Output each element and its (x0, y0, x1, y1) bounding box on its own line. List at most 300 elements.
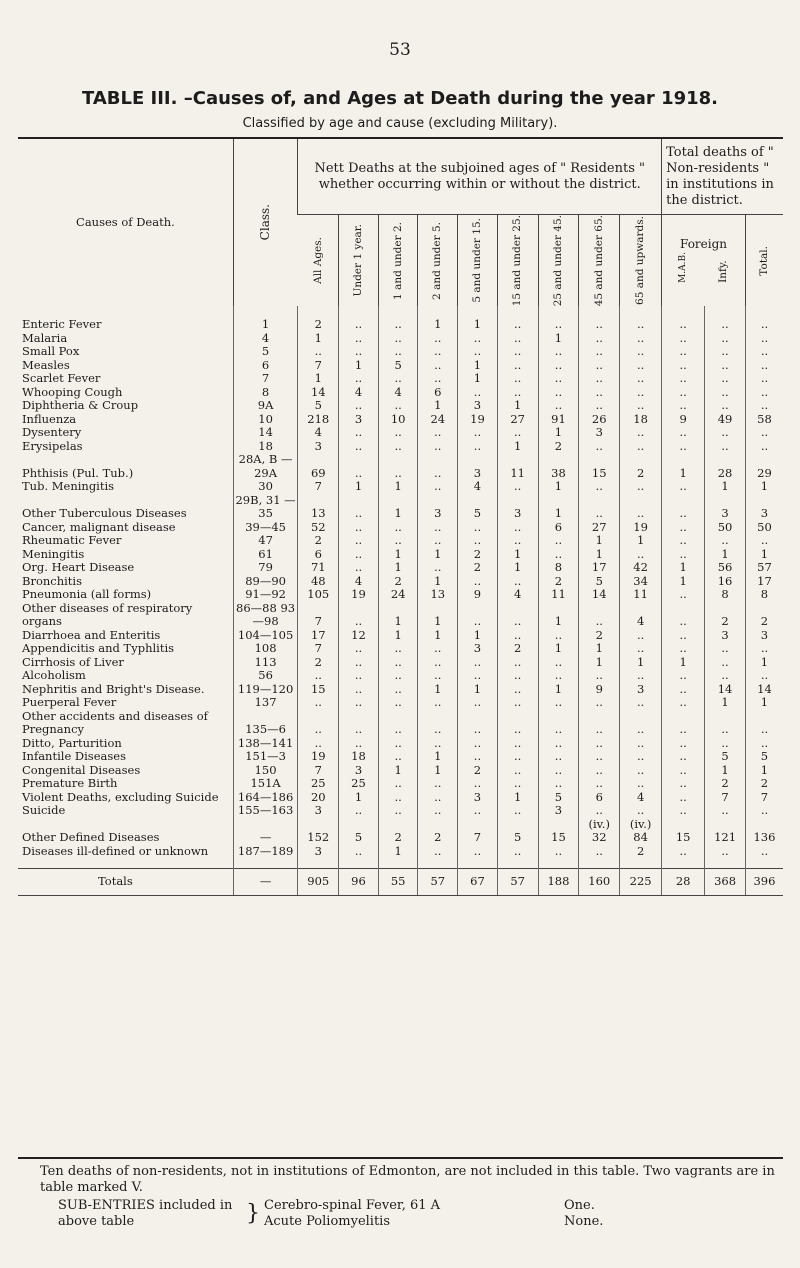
value-cell: .. (579, 804, 620, 818)
value-cell: .. (497, 710, 538, 737)
value-cell: .. (662, 386, 705, 400)
sub-entries-label-2: above table (58, 1214, 135, 1229)
value-cell: .. (662, 764, 705, 778)
value-cell: .. (538, 359, 579, 373)
value-cell: 105 (298, 588, 339, 602)
value-cell: 1 (458, 359, 498, 373)
value-cell: 1 (538, 683, 579, 697)
value-cell: 2 (745, 777, 783, 791)
class-cell: 5 (233, 345, 298, 359)
value-cell: .. (339, 561, 379, 575)
value-cell: .. (538, 845, 579, 859)
class-cell: — (233, 818, 298, 845)
value-cell: .. (538, 372, 579, 386)
table-row (18, 440, 783, 454)
value-cell: .. (378, 750, 418, 764)
value-cell: .. (339, 426, 379, 440)
value-cell: .. (745, 669, 783, 683)
value-cell: 1 (662, 575, 705, 589)
value-cell: .. (579, 480, 620, 494)
value-cell: .. (378, 737, 418, 751)
value-cell: .. (579, 306, 620, 332)
value-cell: .. (339, 548, 379, 562)
value-cell: .. (418, 332, 458, 346)
value-cell: .. (662, 602, 705, 629)
total-cell: 96 (339, 869, 379, 896)
class-cell: 150 (233, 764, 298, 778)
cause-cell: Phthisis (Pul. Tub.) (22, 465, 134, 480)
value-cell: .. (662, 669, 705, 683)
value-cell: 14 (579, 588, 620, 602)
value-cell: 7 (298, 764, 339, 778)
value-cell: .. (745, 359, 783, 373)
value-cell: 49 (705, 413, 746, 427)
cause-cell: Violent Deaths, excluding Suicide (22, 789, 219, 804)
value-cell: .. (745, 534, 783, 548)
value-cell: .. (662, 332, 705, 346)
value-cell: .. (538, 696, 579, 710)
value-cell: 1 (705, 548, 746, 562)
value-cell: .. (538, 548, 579, 562)
value-cell: 1 (497, 440, 538, 454)
header-nett-deaths: Nett Deaths at the subjoined ages of " Residents " whether occurring within or without the district. (298, 138, 662, 215)
cause-cell: Bronchitis (22, 573, 83, 588)
table-row (18, 669, 783, 683)
value-cell: 1 (579, 548, 620, 562)
header-age-6: 25 and under 45. (538, 215, 579, 307)
value-cell: (iv.) 84 (620, 818, 662, 845)
value-cell: .. (298, 345, 339, 359)
value-cell: .. (705, 710, 746, 737)
value-cell: .. (745, 386, 783, 400)
value-cell: .. (745, 642, 783, 656)
class-cell: 137 (233, 696, 298, 710)
value-cell: 48 (298, 575, 339, 589)
value-cell: .. (662, 480, 705, 494)
table-row (18, 575, 783, 589)
table-row (18, 602, 783, 629)
value-cell: .. (378, 669, 418, 683)
spacer-row (18, 858, 783, 869)
value-cell: .. (538, 386, 579, 400)
value-cell: 14 (298, 386, 339, 400)
value-cell: .. (579, 602, 620, 629)
total-cell: 57 (418, 869, 458, 896)
value-cell: 1 (662, 561, 705, 575)
class-cell: 164—186 (233, 791, 298, 805)
value-cell: 3 (538, 804, 579, 818)
value-cell: .. (339, 642, 379, 656)
value-cell: .. (497, 426, 538, 440)
table-row (18, 386, 783, 400)
value-cell: 1 (662, 656, 705, 670)
value-cell: 2 (705, 602, 746, 629)
value-cell: .. (378, 399, 418, 413)
value-cell: 1 (418, 629, 458, 643)
value-cell: .. (662, 426, 705, 440)
table-subtitle: Classified by age and cause (excluding Military). (242, 116, 558, 131)
value-cell: 1 (579, 656, 620, 670)
value-cell: .. (705, 332, 746, 346)
value-cell: 3 (458, 642, 498, 656)
table-row (18, 642, 783, 656)
value-cell: .. (497, 777, 538, 791)
value-cell: .. (458, 777, 498, 791)
table-row (18, 359, 783, 373)
value-cell: 1 (458, 372, 498, 386)
table-row (18, 345, 783, 359)
value-cell: 1 (745, 656, 783, 670)
value-cell: .. (339, 683, 379, 697)
class-cell: 86—88 93—98 (233, 602, 298, 629)
value-cell: 1 (620, 534, 662, 548)
header-non-residents: Total deaths of " Non-residents " in institutions in the district. (662, 138, 783, 215)
table-row (18, 521, 783, 535)
class-cell: 7 (233, 372, 298, 386)
total-cell: 160 (579, 869, 620, 896)
value-cell: .. (620, 306, 662, 332)
value-cell: .. (378, 710, 418, 737)
brace: } (246, 1201, 260, 1226)
cause-cell: Measles (22, 357, 70, 372)
value-cell: 13 (298, 494, 339, 521)
value-cell: .. (339, 521, 379, 535)
class-cell: 4 (233, 332, 298, 346)
cause-cell: Scarlet Fever (22, 371, 101, 386)
value-cell: .. (497, 737, 538, 751)
value-cell: .. (339, 494, 379, 521)
value-cell: .. (497, 750, 538, 764)
value-cell: .. (620, 386, 662, 400)
header-age-4: 5 and under 15. (458, 215, 498, 307)
value-cell: .. (579, 494, 620, 521)
value-cell: 1 (538, 480, 579, 494)
value-cell: 1 (418, 399, 458, 413)
value-cell: .. (497, 669, 538, 683)
value-cell: 3 (620, 683, 662, 697)
value-cell: .. (458, 696, 498, 710)
value-cell: 2 (458, 764, 498, 778)
value-cell: .. (579, 399, 620, 413)
total-cell: 28 (662, 869, 705, 896)
table-row (18, 750, 783, 764)
value-cell: .. (745, 426, 783, 440)
table-row (18, 480, 783, 494)
value-cell: .. (418, 696, 458, 710)
value-cell: 1 (378, 764, 418, 778)
sub-entry-name-1: Cerebro-spinal Fever, 61 A (264, 1198, 441, 1213)
value-cell: 91 (538, 413, 579, 427)
value-cell: 7 (458, 818, 498, 845)
value-cell: .. (745, 710, 783, 737)
value-cell: .. (745, 399, 783, 413)
value-cell: .. (378, 453, 418, 480)
value-cell: 2 (298, 656, 339, 670)
value-cell: .. (705, 669, 746, 683)
value-cell: 3 (298, 440, 339, 454)
table-row (18, 561, 783, 575)
value-cell: 13 (418, 588, 458, 602)
value-cell: 6 (418, 386, 458, 400)
cause-cell: Rheumatic Fever (22, 533, 122, 548)
cause-cell: Whooping Cough (22, 384, 123, 399)
value-cell: 9 (458, 588, 498, 602)
value-cell: .. (705, 737, 746, 751)
totals-label: Totals (18, 869, 233, 896)
value-cell: 4 (458, 480, 498, 494)
value-cell: .. (620, 642, 662, 656)
value-cell: .. (579, 750, 620, 764)
table-row (18, 306, 783, 332)
value-cell: 3 (458, 791, 498, 805)
value-cell: 3 (298, 845, 339, 859)
value-cell: 2 (538, 440, 579, 454)
class-cell: 14 (233, 426, 298, 440)
class-cell: 79 (233, 561, 298, 575)
value-cell: .. (418, 642, 458, 656)
header-foreign-label: Foreign (680, 237, 728, 252)
cause-cell: Influenza (22, 411, 77, 426)
footer-rule (18, 1157, 783, 1159)
value-cell: .. (538, 656, 579, 670)
value-cell: .. (339, 804, 379, 818)
value-cell: .. (538, 669, 579, 683)
value-cell: 1 (538, 494, 579, 521)
value-cell: 28 (705, 453, 746, 480)
value-cell: 1 (378, 602, 418, 629)
class-cell: 155—163 (233, 804, 298, 818)
cause-cell: Congenital Diseases (22, 762, 141, 777)
value-cell: 14 (705, 683, 746, 697)
sub-entry-name-2: Acute Poliomyelitis (264, 1214, 391, 1229)
class-cell: 89—90 (233, 575, 298, 589)
value-cell: .. (538, 764, 579, 778)
value-cell: .. (620, 777, 662, 791)
class-cell: 187—189 (233, 845, 298, 859)
class-cell: 151A (233, 777, 298, 791)
value-cell: 3 (745, 629, 783, 643)
cause-cell: Tub. Meningitis (22, 479, 115, 494)
value-cell: 15 (579, 453, 620, 480)
value-cell: .. (579, 764, 620, 778)
value-cell: 7 (705, 791, 746, 805)
value-cell: .. (418, 737, 458, 751)
value-cell: 19 (298, 750, 339, 764)
value-cell: 2 (298, 534, 339, 548)
value-cell: 4 (298, 426, 339, 440)
table-row (18, 777, 783, 791)
value-cell: 11 (538, 588, 579, 602)
value-cell: .. (620, 440, 662, 454)
value-cell: .. (579, 777, 620, 791)
value-cell: 2 (418, 818, 458, 845)
value-cell: 19 (339, 588, 379, 602)
value-cell: 1 (745, 764, 783, 778)
value-cell: .. (378, 534, 418, 548)
value-cell: .. (662, 696, 705, 710)
total-cell: 396 (745, 869, 783, 896)
value-cell: .. (705, 399, 746, 413)
value-cell: 218 (298, 413, 339, 427)
value-cell: .. (745, 737, 783, 751)
value-cell: .. (620, 737, 662, 751)
cause-cell: Infantile Diseases (22, 749, 126, 764)
value-cell: 3 (579, 426, 620, 440)
value-cell: 1 (298, 372, 339, 386)
value-cell: .. (339, 332, 379, 346)
value-cell: 3 (418, 494, 458, 521)
class-cell: 10 (233, 413, 298, 427)
value-cell: 9 (579, 683, 620, 697)
table-row (18, 534, 783, 548)
value-cell: 17 (298, 629, 339, 643)
header-age-7: 45 and under 65. (579, 215, 620, 307)
cause-cell: Meningitis (22, 546, 85, 561)
value-cell: .. (705, 306, 746, 332)
value-cell: 1 (745, 480, 783, 494)
value-cell: .. (705, 845, 746, 859)
value-cell: .. (298, 696, 339, 710)
value-cell: .. (579, 696, 620, 710)
value-cell: 7 (745, 791, 783, 805)
value-cell: .. (458, 534, 498, 548)
class-cell: 56 (233, 669, 298, 683)
value-cell: 2 (378, 575, 418, 589)
value-cell: 2 (705, 777, 746, 791)
table-row (18, 629, 783, 643)
value-cell: 1 (745, 696, 783, 710)
table-row (18, 332, 783, 346)
totals-class: — (233, 869, 298, 896)
value-cell: .. (458, 602, 498, 629)
value-cell: .. (497, 345, 538, 359)
value-cell: .. (662, 710, 705, 737)
value-cell: .. (497, 656, 538, 670)
value-cell: 1 (458, 683, 498, 697)
class-cell: 108 (233, 642, 298, 656)
header-age-0: All Ages. (298, 215, 339, 307)
value-cell: .. (339, 440, 379, 454)
value-cell: 11 (497, 453, 538, 480)
value-cell: .. (458, 386, 498, 400)
value-cell: .. (538, 777, 579, 791)
value-cell: .. (662, 399, 705, 413)
value-cell: .. (538, 629, 579, 643)
value-cell: 2 (579, 629, 620, 643)
table-row (18, 710, 783, 737)
value-cell: 25 (298, 777, 339, 791)
table-row (18, 426, 783, 440)
value-cell: .. (705, 359, 746, 373)
value-cell: .. (620, 480, 662, 494)
value-cell: 6 (298, 548, 339, 562)
value-cell: 25 (339, 777, 379, 791)
value-cell: 5 (298, 399, 339, 413)
value-cell: .. (620, 332, 662, 346)
value-cell: 1 (662, 453, 705, 480)
value-cell: 27 (497, 413, 538, 427)
value-cell: .. (418, 521, 458, 535)
value-cell: 121 (705, 818, 746, 845)
class-cell: 39—45 (233, 521, 298, 535)
value-cell: 2 (745, 602, 783, 629)
value-cell: 1 (538, 642, 579, 656)
cause-cell: Nephritis and Bright's Disease. (22, 681, 205, 696)
value-cell: .. (620, 345, 662, 359)
table-row (18, 453, 783, 480)
value-cell: 24 (418, 413, 458, 427)
cause-cell: Malaria (22, 330, 68, 345)
table-row (18, 399, 783, 413)
value-cell: 1 (378, 494, 418, 521)
value-cell: .. (497, 629, 538, 643)
value-cell: .. (705, 642, 746, 656)
value-cell: .. (497, 306, 538, 332)
class-cell: 1 (233, 306, 298, 332)
value-cell: .. (339, 453, 379, 480)
value-cell: 7 (298, 480, 339, 494)
value-cell: .. (662, 588, 705, 602)
value-cell: 3 (339, 764, 379, 778)
table-row (18, 791, 783, 805)
value-cell: .. (497, 359, 538, 373)
class-cell: 138—141 (233, 737, 298, 751)
table-row (18, 845, 783, 859)
value-cell: .. (705, 386, 746, 400)
value-cell: 2 (497, 642, 538, 656)
value-cell: .. (745, 332, 783, 346)
sub-entries-label: SUB-ENTRIES included in (58, 1198, 233, 1213)
value-cell: 1 (620, 656, 662, 670)
value-cell: 5 (497, 818, 538, 845)
value-cell: .. (705, 656, 746, 670)
value-cell: .. (579, 359, 620, 373)
cause-cell: Small Pox (22, 344, 80, 359)
cause-cell: Cancer, malignant disease (22, 519, 176, 534)
value-cell: .. (620, 548, 662, 562)
header-total: Total. (745, 215, 783, 307)
value-cell: 1 (418, 750, 458, 764)
value-cell: .. (298, 737, 339, 751)
value-cell: .. (662, 440, 705, 454)
value-cell: .. (662, 777, 705, 791)
cause-cell: Suicide (22, 803, 66, 818)
total-cell: 67 (458, 869, 498, 896)
value-cell: .. (662, 521, 705, 535)
value-cell: .. (620, 494, 662, 521)
value-cell: 5 (458, 494, 498, 521)
value-cell: 2 (620, 453, 662, 480)
totals-row (18, 869, 783, 896)
value-cell: .. (745, 345, 783, 359)
header-foreign (662, 215, 746, 307)
cause-cell: Diarrhoea and Enteritis (22, 627, 161, 642)
value-cell: 52 (298, 521, 339, 535)
table-row (18, 764, 783, 778)
value-cell: .. (745, 440, 783, 454)
value-cell: .. (298, 710, 339, 737)
value-cell: 26 (579, 413, 620, 427)
value-cell: .. (378, 777, 418, 791)
cause-cell: Diphtheria & Croup (22, 398, 139, 413)
value-cell: .. (662, 750, 705, 764)
value-cell: .. (579, 669, 620, 683)
value-cell: .. (497, 534, 538, 548)
value-cell: 1 (497, 791, 538, 805)
value-cell: 4 (378, 386, 418, 400)
value-cell: 1 (458, 306, 498, 332)
value-cell: 1 (538, 426, 579, 440)
